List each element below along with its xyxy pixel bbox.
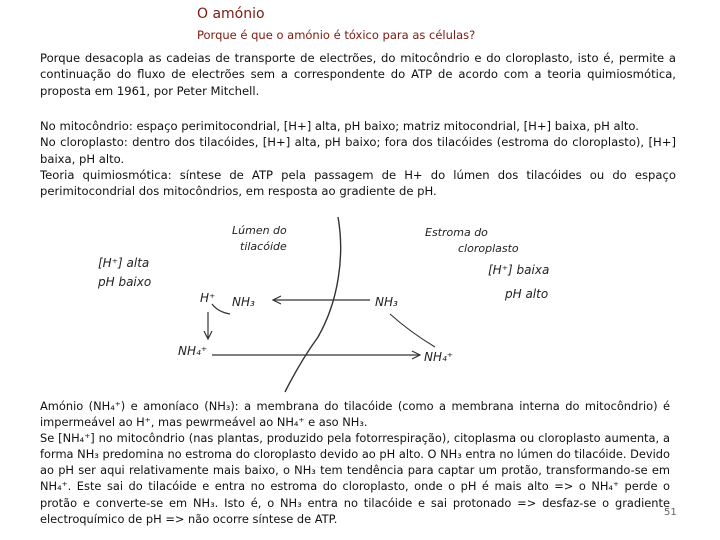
page-number: 51 bbox=[664, 507, 677, 518]
nh3-stroma-label: NH₃ bbox=[375, 295, 398, 309]
hand-drawn-diagram bbox=[90, 212, 630, 397]
intro-paragraph bbox=[40, 50, 676, 99]
nh4-stroma-label: NH₄⁺ bbox=[424, 350, 454, 364]
lumen-h-concentration: [H⁺] alta bbox=[98, 256, 150, 270]
page-subtitle: Porque é que o amónio é tóxico para as células? bbox=[197, 28, 476, 42]
stroma-ph: pH alto bbox=[505, 287, 549, 301]
def-chloroplast: No cloroplasto: dentro dos tilacóides, [H+] alta, pH baixo; fora dos tilacóides (estroma do cloroplasto), [H+] baixa, pH alto. bbox=[40, 135, 676, 166]
definitions-block bbox=[40, 118, 676, 199]
nh4-lumen-label: NH₄⁺ bbox=[178, 344, 208, 358]
page-title: O amónio bbox=[197, 6, 265, 22]
h-plus-label: H⁺ bbox=[200, 291, 216, 305]
ammonium-paragraph-1: Amónio (NH₄⁺) e amoníaco (NH₃): a membrana do tilacóide (como a membrana interna do mitocôndrio) é impermeável ao H⁺, mas pewrmeável ao NH₄⁺ e aso NH₃. bbox=[40, 399, 670, 430]
membrane-line bbox=[285, 217, 341, 392]
lumen-ph: pH baixo bbox=[98, 275, 152, 289]
ammonium-paragraph-2: Se [NH₄⁺] no mitocôndrio (nas plantas, produzido pela fotorrespiração), citoplasma ou cloroplasto aumenta, a forma NH₃ predomina no estroma do cloroplasto devido ao pH alto. O NH₃ entra no lúmen do tilacóide. Devido ao pH ser aqui relativamente mais baixo, o NH₃ tem tendência para captar um protão, transformando-se em NH₄⁺. Este sai do tilacóide e entra no estroma do cloroplasto, onde o pH é mais alto => o NH₄⁺ perde o protão e converte-se em NH₃. Isto é, o NH₃ entra no tilacóide e sai protonado => desfaz-se o gradiente electroquímico de pH => não ocorre síntese de ATP. bbox=[40, 431, 670, 526]
lumen-title-2: tilacóide bbox=[240, 240, 287, 253]
def-chemiosmotic-theory: Teoria quimiosmótica: síntese de ATP pela passagem de H+ do lúmen dos tilacóides ou do espaço perimitocondrial dos mitocôndrios, em resposta ao gradiente de pH. bbox=[40, 167, 676, 199]
stroma-title-1: Estroma do bbox=[425, 226, 488, 239]
intro-text: Porque desacopla as cadeias de transporte de electrões, do mitocôndrio e do cloroplasto, isto é, permite a continuação do fluxo de electrões sem a correspondente do ATP de acordo com a teoria quimiosmótica, proposta em 1961, por Peter Mitchell. bbox=[40, 51, 676, 98]
lumen-title-1: Lúmen do bbox=[232, 224, 287, 237]
def-mitochondrion: No mitocôndrio: espaço perimitocondrial, [H+] alta, pH baixo; matriz mitocondrial, [H+] baixa, pH alto. bbox=[40, 119, 639, 133]
ammonium-explanation bbox=[40, 398, 670, 527]
stroma-h-concentration: [H⁺] baixa bbox=[488, 263, 550, 277]
nh3-lumen-label: NH₃ bbox=[232, 295, 255, 309]
stroma-title-2: cloroplasto bbox=[458, 242, 519, 255]
